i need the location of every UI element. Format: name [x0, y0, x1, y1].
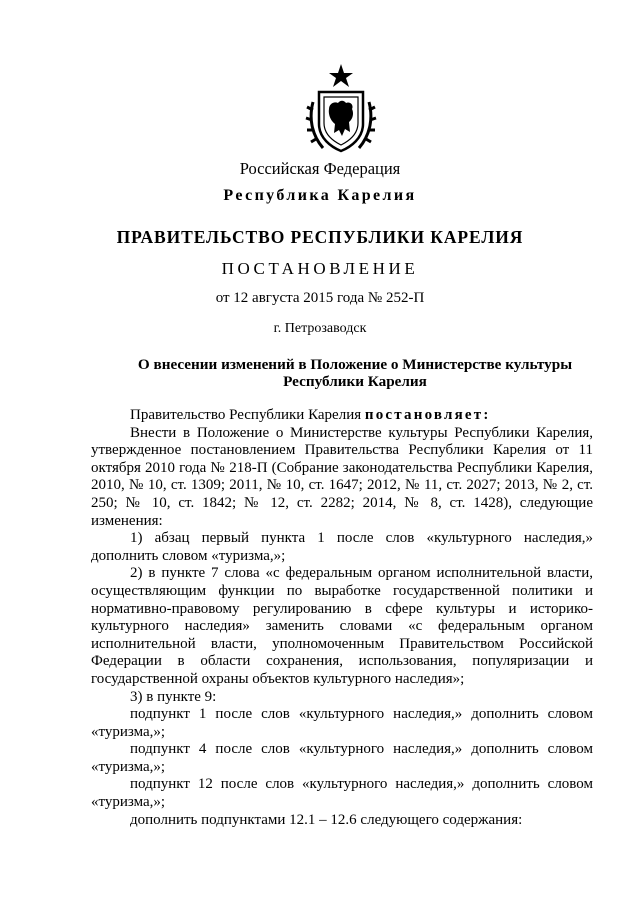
republic-heading: Республика Карелия: [223, 187, 417, 204]
document-date-number: от 12 августа 2015 года № 252-П: [215, 290, 425, 306]
intro-paragraph: [91, 407, 593, 425]
government-heading: ПРАВИТЕЛЬСТВО РЕСПУБЛИКИ КАРЕЛИЯ: [116, 227, 524, 247]
document-city: г. Петрозаводск: [273, 321, 367, 336]
body-paragraph: 2) в пункте 7 слова «с федеральным органом исполнительной власти, осуществляющим функции по выработке государственной политики и нормативно-правовому регулированию в сфере культуры и историко-культурного наследия» заменить словами «с федеральным органом исполнительной власти, уполномоченным Правительством Российской Федерации в области сохранения, использования, популяризации и государственной охраны объектов культурного наследия»;: [91, 565, 593, 687]
body-paragraph: Внести в Положение о Министерстве культуры Республики Карелия, утвержденное постановлением Правительства Республики Карелия от 11 октября 2010 года № 218-П (Собрание законодательства Республики Карелия, 2010, № 10, ст. 1309; 2011, № 10, ст. 1647; 2012, № 11, ст. 2027; 2013, № 2, ст. 250; № 10, ст. 1842; № 12, ст. 2282; 2014, № 8, ст. 1428), следующие изменения:: [91, 424, 593, 529]
document-type-heading: ПОСТАНОВЛЕНИЕ: [221, 259, 419, 278]
document-subject: О внесении изменений в Положение о Министерстве культуры Республики Карелия: [137, 356, 573, 390]
body-paragraph: 3) в пункте 9:: [130, 688, 217, 705]
intro-text: Правительство Республики Карелия: [130, 407, 365, 423]
document-body: [91, 407, 593, 829]
body-paragraph: дополнить подпунктами 12.1 – 12.6 следующего содержания:: [130, 811, 523, 828]
body-paragraph: подпункт 12 после слов «культурного наследия,» дополнить словом «туризма,»;: [91, 776, 593, 811]
emblem-star: [329, 64, 353, 87]
body-paragraph: 1) абзац первый пункта 1 после слов «культурного наследия,» дополнить словом «туризма,»;: [91, 530, 593, 564]
federation-heading: Российская Федерация: [239, 159, 401, 178]
karelia-coat-of-arms-icon: [301, 62, 381, 154]
body-paragraph: подпункт 1 после слов «культурного наследия,» дополнить словом «туризма,»;: [91, 706, 593, 740]
body-paragraph: подпункт 4 после слов «культурного наследия,» дополнить словом «туризма,»;: [91, 741, 593, 775]
intro-keyword: постановляет:: [364, 407, 491, 423]
